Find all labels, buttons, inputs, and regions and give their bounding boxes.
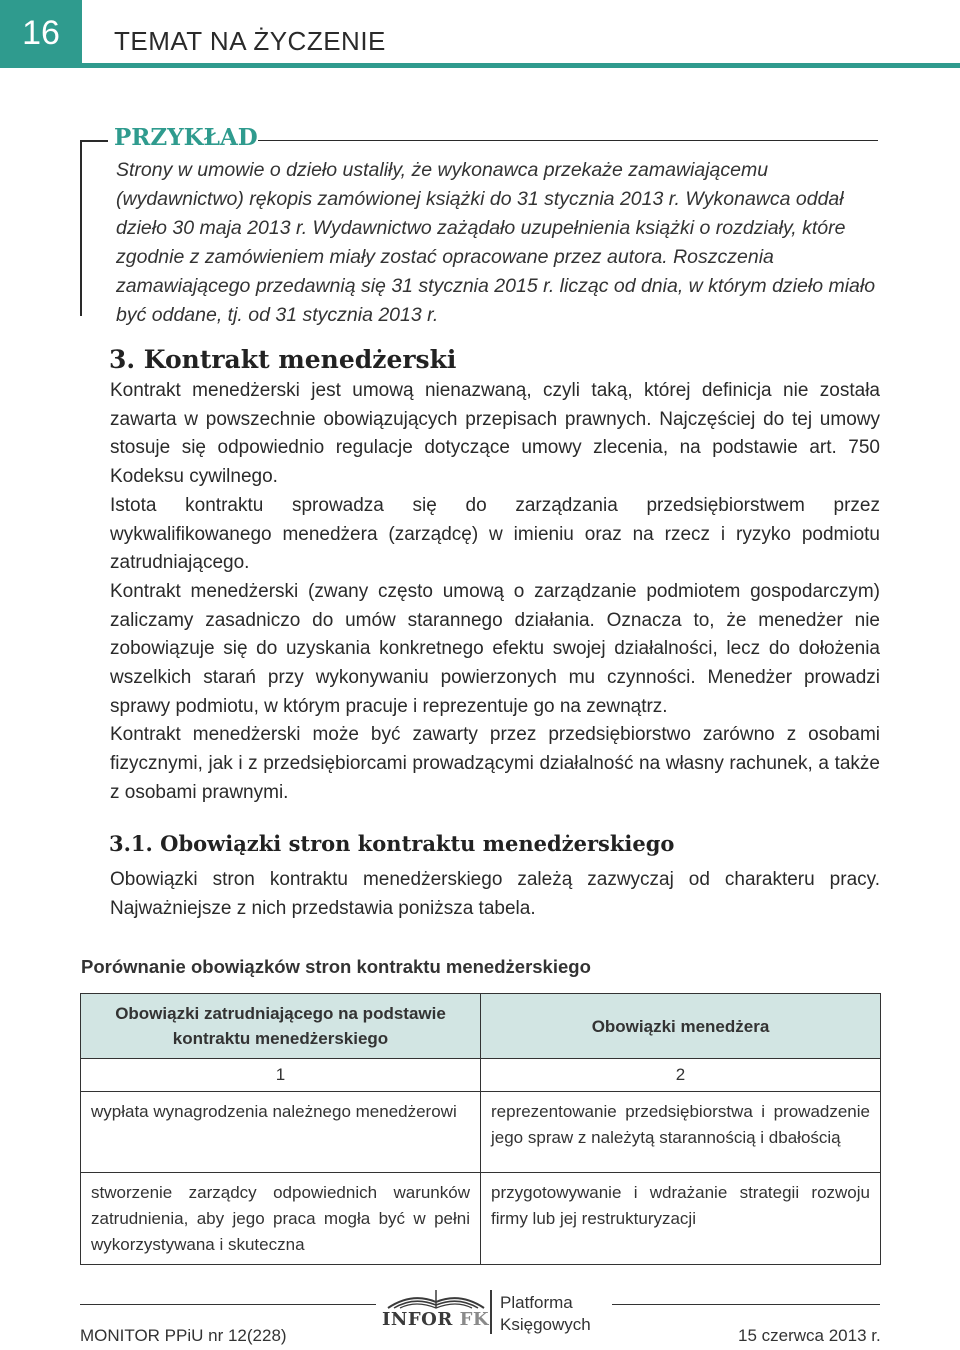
paragraph: Kontrakt menedżerski jest umową nienazwaną, czyli taką, której definicja nie została zawarta w powszechnie obowiązujących przepisach prawnych. Najczęściej do tej umowy stosuje się odpowiednio regulacje dotyczące umowy zlecenia, na podstawie art. 750 Kodeksu cywilnego.	[110, 380, 880, 488]
logo-wordmark	[382, 1310, 489, 1330]
logo-brand: INFOR	[382, 1309, 453, 1330]
page-number: 16	[0, 0, 82, 63]
book-icon	[384, 1286, 488, 1310]
table-row	[81, 1173, 881, 1265]
section-header-title: TEMAT NA ŻYCZENIE	[114, 26, 386, 56]
table-header-employer: Obowiązki zatrudniającego na podstawie kontraktu menedżerskiego	[81, 994, 481, 1059]
example-label: PRZYKŁAD	[114, 124, 258, 151]
example-frame-top-left	[80, 140, 108, 142]
table-column-number: 2	[481, 1059, 881, 1092]
comparison-table	[80, 993, 881, 1265]
example-text: Strony w umowie o dzieło ustaliły, że wykonawca przekaże zamawiającemu (wydawnictwo) rękopis zamówionej książki do 31 stycznia 2013 r. Wykonawca oddał dzieło 30 maja 2013 r. Wydawnictwo zażądało uzupełnienia książki o rozdziały, które zgodnie z zamówieniem miały zostać opracowane przez autora. Roszczenia zamawiającego przedawnią się 31 stycznia 2015 r. licząc od dnia, w którym dzieło miało być oddane, tj. od 31 stycznia 2013 r.	[116, 159, 876, 326]
table-header-row	[81, 994, 881, 1059]
footer-date: 15 czerwca 2013 r.	[738, 1326, 881, 1345]
logo-brand-suffix: FK	[459, 1309, 490, 1330]
example-frame-top-right	[258, 140, 878, 141]
header-rule	[0, 63, 960, 68]
table-cell: reprezentowanie przedsiębiorstwa i prowadzenie jego spraw z należytą starannością i dbałością	[481, 1092, 881, 1173]
table-cell: stworzenie zarządcy odpowiednich warunków zatrudnienia, aby jego praca mogła być w pełni wykorzystywana i skuteczna	[81, 1173, 481, 1265]
table-header-manager: Obowiązki menedżera	[481, 994, 881, 1059]
paragraph: Kontrakt menedżerski może być zawarty przez przedsiębiorstwo zarówno z osobami fizycznymi, jak i z przedsiębiorcami prowadzącymi działalność na własny rachunek, a także z osobami prawnymi.	[110, 724, 880, 803]
subsection-heading: 3.1. Obowiązki stron kontraktu menedżerskiego	[109, 831, 675, 856]
footer-rule-left	[80, 1304, 376, 1305]
subsection-paragraph-block	[81, 866, 880, 923]
table-caption: Porównanie obowiązków stron kontraktu menedżerskiego	[81, 956, 591, 977]
infor-fk-logo	[382, 1286, 612, 1334]
example-frame-left	[80, 140, 82, 316]
table-cell: wypłata wynagrodzenia należnego menedżerowi	[81, 1092, 481, 1173]
section-paragraphs	[81, 377, 880, 808]
table-column-number: 1	[81, 1059, 481, 1092]
footer-publication: MONITOR PPiU nr 12(228)	[80, 1326, 287, 1345]
paragraph: Istota kontraktu sprowadza się do zarządzania przedsiębiorstwem przez wykwalifikowanego menedżera (zarządcę) w imieniu oraz na rzecz i ryzyko podmiotu zatrudniającego.	[110, 494, 880, 574]
section-heading: 3. Kontrakt menedżerski	[109, 345, 457, 374]
logo-platform-line-2: Księgowych	[500, 1315, 591, 1334]
table-row	[81, 1092, 881, 1173]
logo-platform-text	[500, 1292, 591, 1336]
paragraph: Obowiązki stron kontraktu menedżerskiego zależą zazwyczaj od charakteru pracy. Najważniejsze z nich przedstawia poniższa tabela.	[110, 869, 880, 919]
logo-separator	[490, 1290, 492, 1334]
paragraph: Kontrakt menedżerski (zwany często umową o zarządzanie podmiotem gospodarczym) zaliczamy zasadniczo do umów starannego działania. Oznacza to, że menedżer nie zobowiązuje się do uzyskania konkretnego efektu swojej działalności, lecz do dołożenia wszelkich starań przy wykonywaniu powierzonych mu czynności. Menedżer prowadzi sprawy podmiotu, w którym pracuje i reprezentuje go na zewnątrz.	[110, 580, 880, 717]
footer-rule-right	[612, 1304, 880, 1305]
table-cell: przygotowywanie i wdrażanie strategii rozwoju firmy lub jej restrukturyzacji	[481, 1173, 881, 1265]
table-number-row	[81, 1059, 881, 1092]
logo-platform-line-1: Platforma	[500, 1293, 573, 1312]
